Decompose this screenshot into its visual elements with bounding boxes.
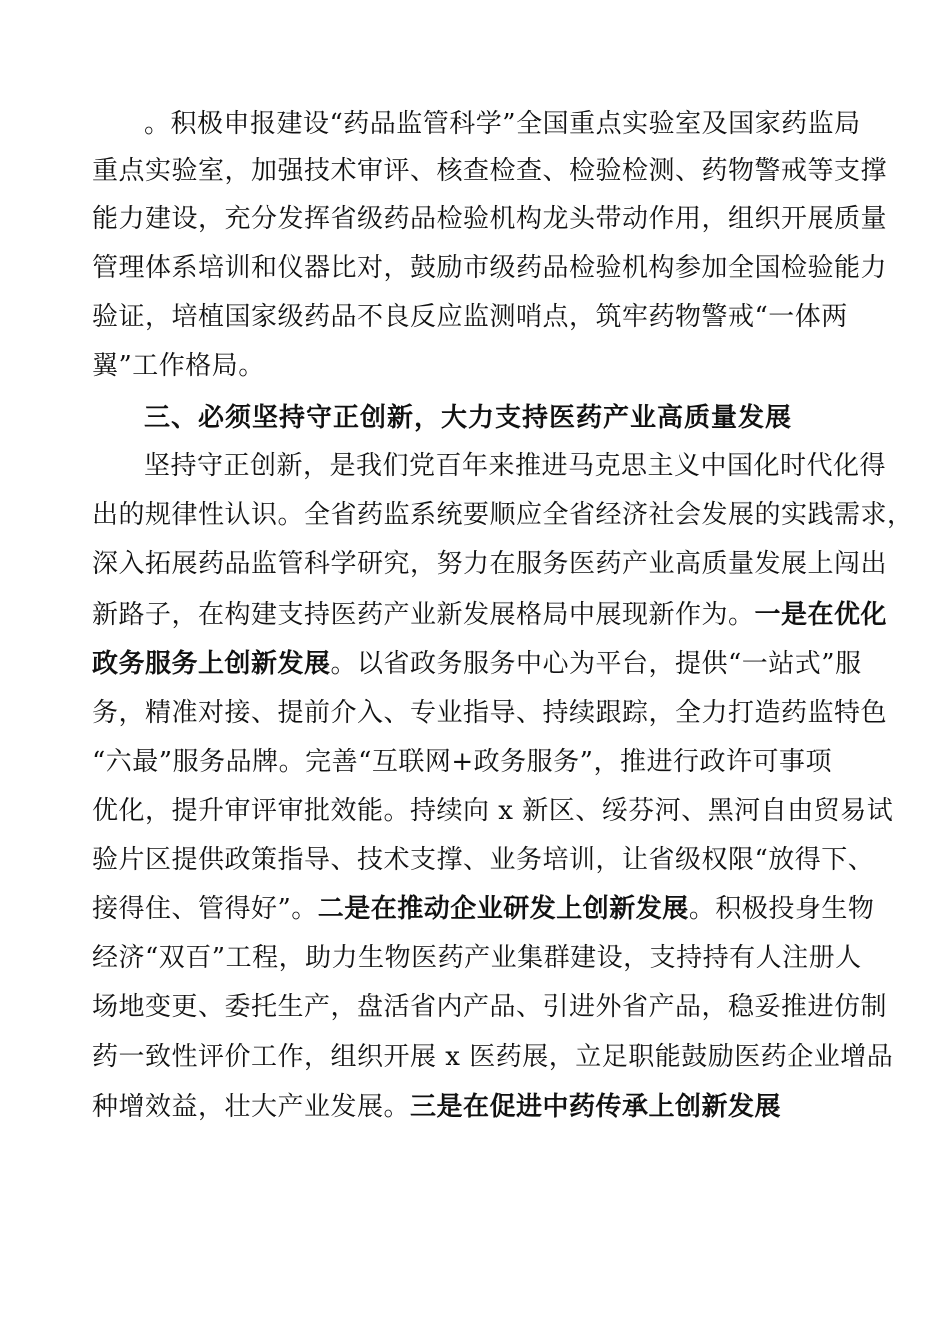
text-line: 管理体系培训和仪器比对，鼓励市级药品检验机构参加全国检验能力 — [92, 253, 888, 283]
text-line-mixed — [0, 884, 950, 934]
text-segment: 新路子，在构建支持医药产业新发展格局中展现新作为。 — [92, 600, 755, 630]
text-line: 经济“双百”工程，助力生物医药产业集群建设，支持持有人注册人 — [92, 943, 862, 973]
text-line-mixed — [0, 1082, 950, 1132]
text-line: 验证，培植国家级药品不良反应监测哨点，筑牢药物警戒“一体两 — [92, 302, 848, 332]
text-segment: 种增效益，壮大产业发展。 — [92, 1092, 411, 1122]
text-segment: 接得住、管得好”。 — [92, 894, 318, 924]
bold-segment: 政务服务上创新发展 — [92, 649, 331, 679]
text-line: 务，精准对接、提前介入、专业指导、持续跟踪，全力打造药监特色 — [92, 698, 888, 728]
text-segment: 。积极投身生物 — [688, 894, 875, 924]
text-line: 药一致性评价工作，组织开展 x 医药展，立足职能鼓励医药企业增品 — [92, 1042, 894, 1072]
bold-segment: 二是在推动企业研发上创新发展 — [317, 894, 689, 924]
text-line-mixed — [0, 590, 950, 640]
text-line: 优化，提升审评审批效能。持续向 x 新区、绥芬河、黑河自由贸易试 — [92, 796, 894, 826]
text-line: 。积极申报建设“药品监管科学”全国重点实验室及国家药监局 — [144, 109, 861, 139]
bold-segment: 三是在促进中药传承上创新发展 — [410, 1092, 782, 1122]
text-line: 场地变更、委托生产，盘活省内产品、引进外省产品，稳妥推进仿制 — [92, 992, 888, 1022]
text-line: 坚持守正创新，是我们党百年来推进马克思主义中国化时代化得 — [144, 451, 887, 481]
text-line: 重点实验室，加强技术审评、核查检查、检验检测、药物警戒等支撑 — [92, 156, 888, 186]
text-line: 出的规律性认识。全省药监系统要顺应全省经济社会发展的实践需求， — [92, 500, 914, 530]
text-line: “六最”服务品牌。完善“互联网+政务服务”，推进行政许可事项 — [92, 747, 832, 777]
text-segment: 。以省政务服务中心为平台，提供“一站式”服 — [330, 649, 862, 679]
section-heading: 三、必须坚持守正创新，大力支持医药产业高质量发展 — [144, 403, 793, 433]
text-line-mixed — [0, 639, 950, 689]
text-line: 验片区提供政策指导、技术支撑、业务培训，让省级权限“放得下、 — [92, 845, 875, 875]
bold-segment: 一是在优化 — [754, 600, 888, 630]
text-line: 翼”工作格局。 — [92, 351, 265, 381]
text-line: 深入拓展药品监管科学研究，努力在服务医药产业高质量发展上闯出 — [92, 549, 888, 579]
text-line: 能力建设，充分发挥省级药品检验机构龙头带动作用，组织开展质量 — [92, 204, 888, 234]
